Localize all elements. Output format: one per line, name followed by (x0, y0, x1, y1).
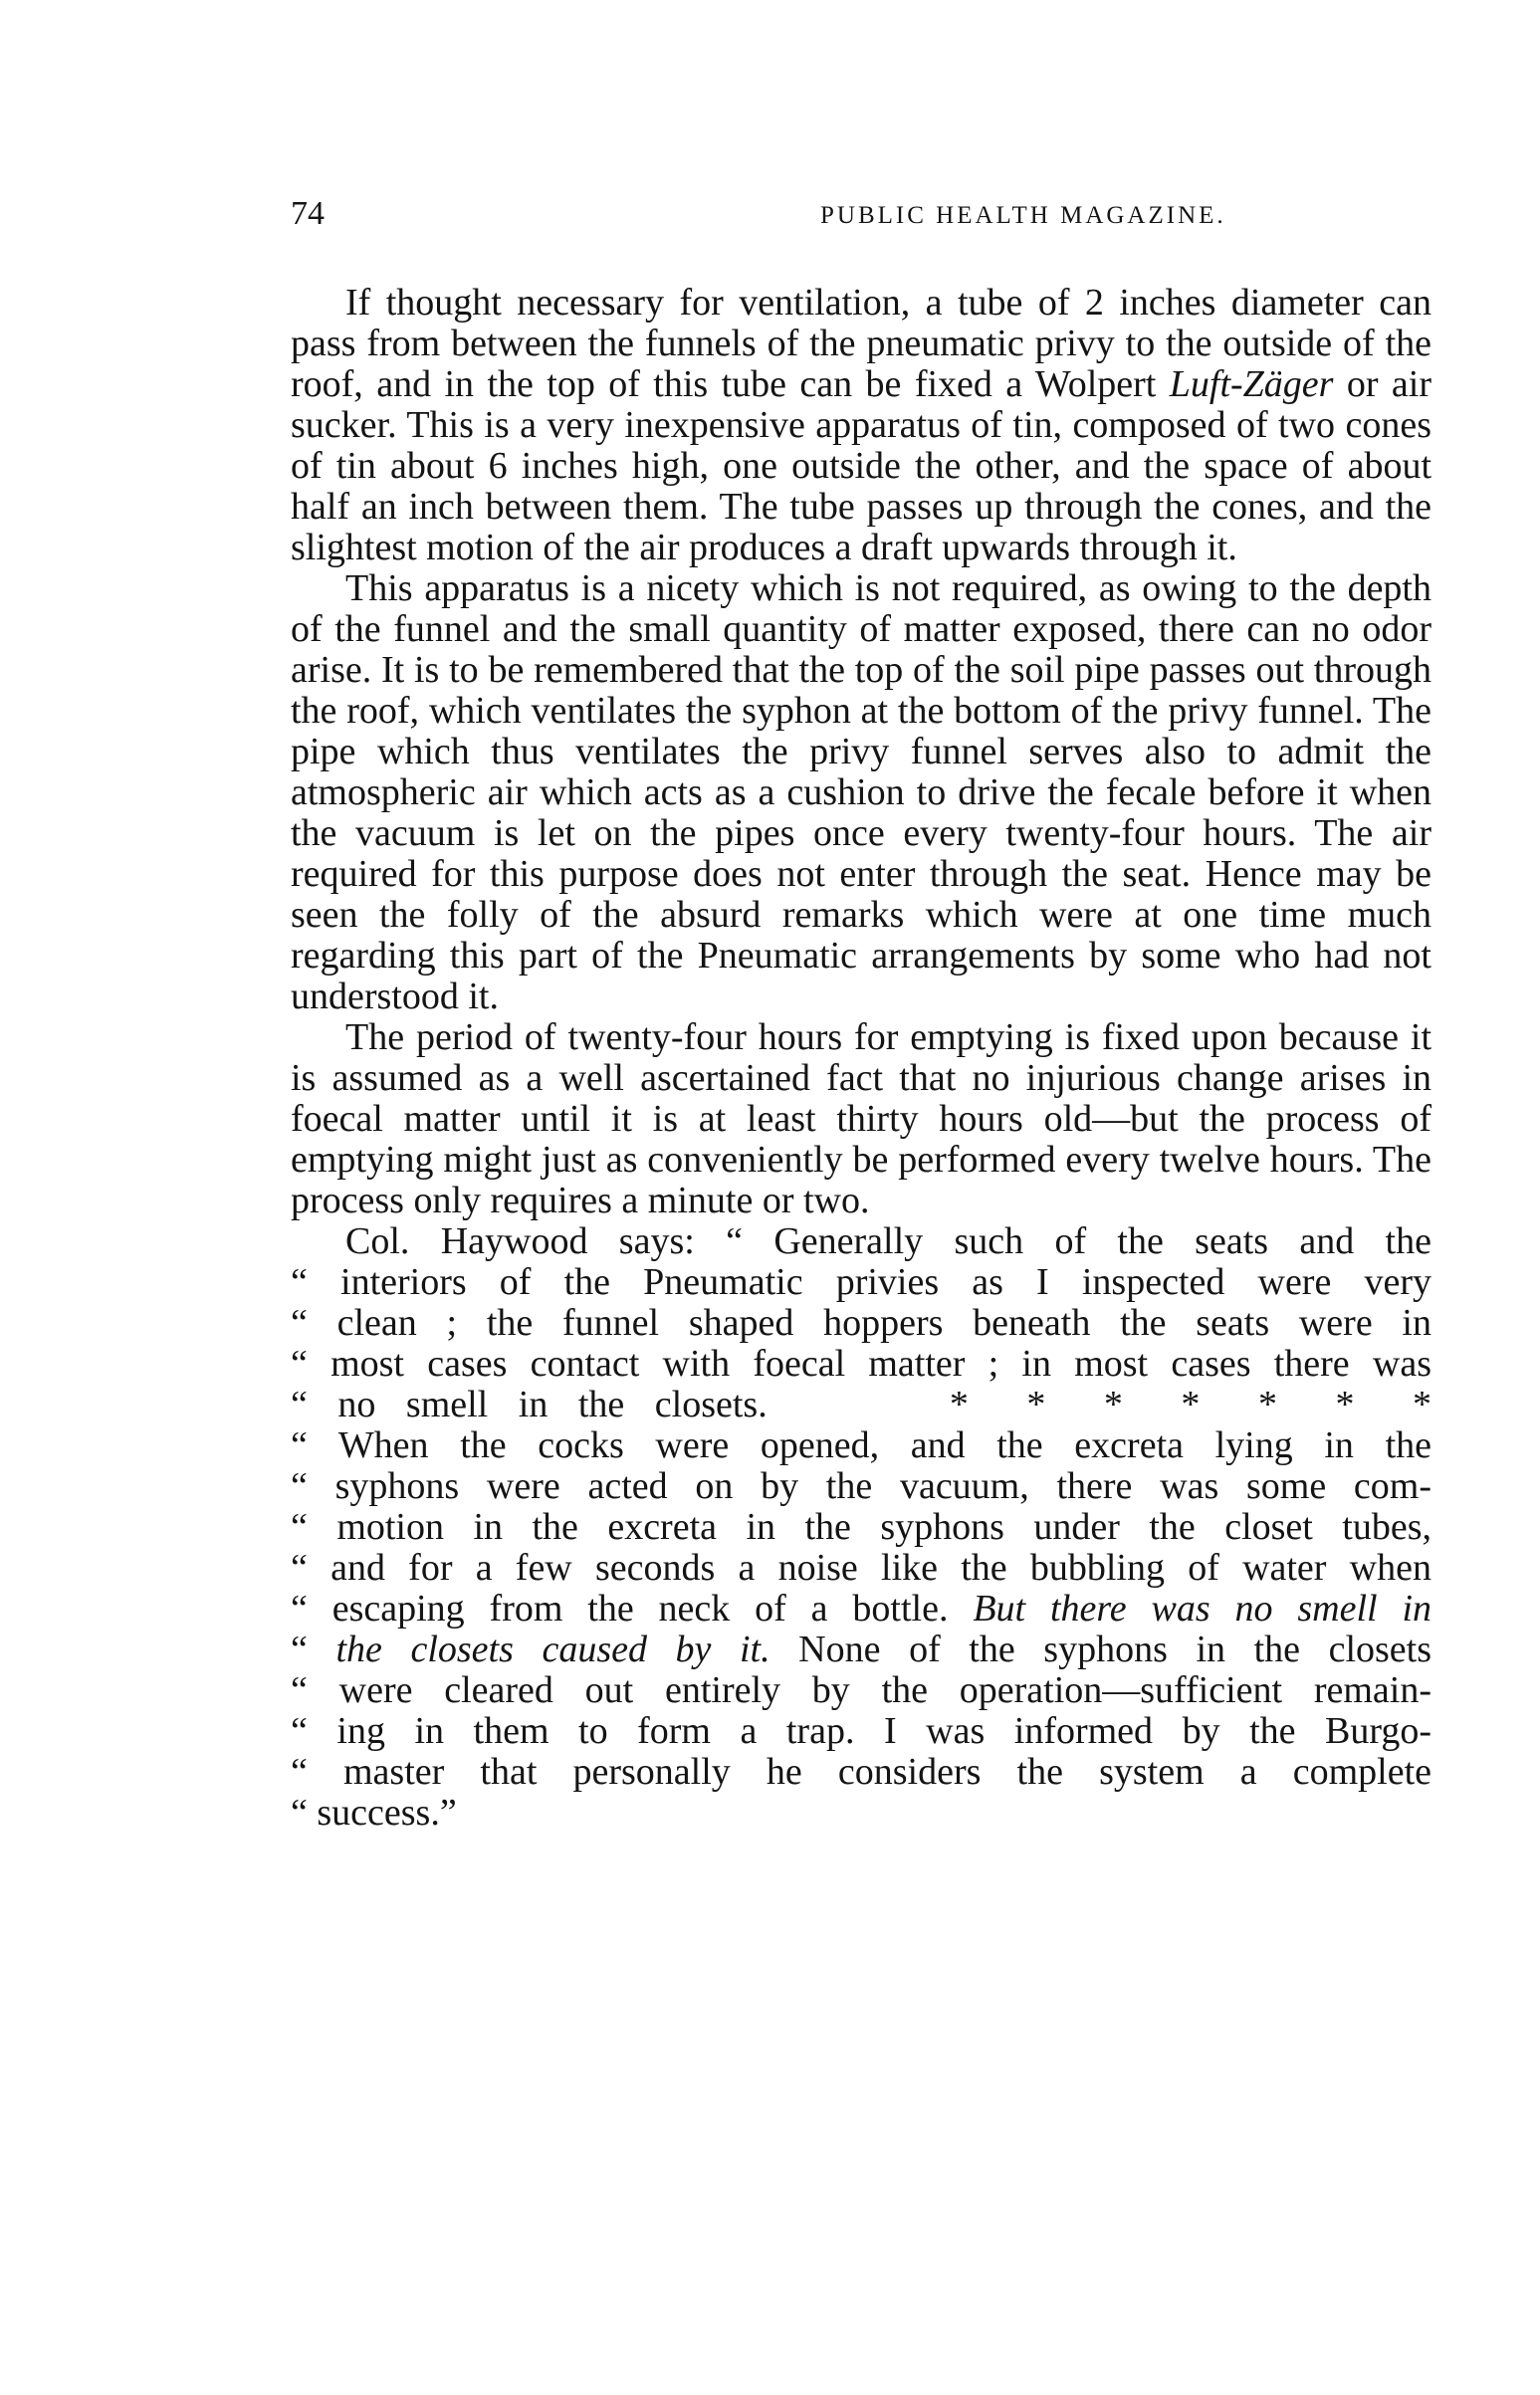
paragraph-ventilation (291, 283, 1431, 568)
quote-line: “ motion in the excreta in the syphons under the closet tubes, (291, 1506, 1431, 1548)
paragraph-nicety: This apparatus is a nicety which is not required, as owing to the depth of the funnel and the small quantity of matter exposed, there can no odor arise. It is to be remembered that the top of the soil pipe passes out through the roof, which ventilates the syphon at the bottom of the privy funnel. The pipe which thus ventilates the privy funnel serves also to admit the atmospheric air which acts as a cushion to drive the fecale before it when the vacuum is let on the pipes once every twenty-four hours. The air required for this purpose does not enter through the seat. Hence may be seen the folly of the absurd remarks which were at one time much regarding this part of the Pneumatic arrangements by some who had not understood it. (291, 567, 1431, 1017)
quote-line: “ were cleared out entirely by the operation—sufficient remain- (291, 1669, 1431, 1711)
quote-text: “ escaping from the neck of a bottle. (291, 1588, 949, 1630)
ellipsis-stars: * * * * * * * (949, 1384, 1431, 1425)
quote-line: “ and for a few seconds a noise like the bubbling of water when (291, 1547, 1431, 1589)
paragraph-text: If thought necessary for ventilation, a tube of 2 inches diameter can pass from between the funnels of the pneumatic privy to the outside of the roof, and in the top of this tube can be fixed a Wolpert (291, 282, 1431, 405)
quote-line: “ clean ; the funnel shaped hoppers beneath the seats were in (291, 1302, 1431, 1344)
quote-mark: “ (291, 1629, 308, 1670)
haywood-quotation (291, 1221, 1431, 1834)
quote-line: “ interiors of the Pneumatic privies as I inspected were very (291, 1261, 1431, 1303)
quote-line: “ most cases contact with foecal matter ; in most cases there was (291, 1343, 1431, 1385)
quote-line: “ master that personally he considers the system a complete (291, 1751, 1431, 1793)
italic-quote-text: But there was no smell in (973, 1588, 1431, 1630)
running-head (291, 194, 1455, 254)
quote-text: “ no smell in the closets. (291, 1384, 768, 1425)
italic-quote-text: the closets caused by it. (335, 1629, 770, 1670)
quote-line: Col. Haywood says: “ Generally such of the seats and the (345, 1220, 1431, 1262)
running-title: PUBLIC HEALTH MAGAZINE. (820, 202, 1226, 229)
quote-text: None of the syphons in the closets (770, 1629, 1431, 1670)
paragraph-emptying-period: The period of twenty-four hours for emptying is fixed upon because it is assumed as a well ascertained fact that no injurious change arises in foecal matter until it is at least thirty hours old—but the process of emptying might just as conveniently be performed every twelve hours. The process only requires a minute or two. (291, 1016, 1431, 1221)
paragraph-text: or air sucker. This is a very inexpensive apparatus of tin, composed of two cones of tin about 6 inches high, one outside the other, and the space of about half an inch between them. The tube passes up through the cones, and the slightest motion of the air produces a draft upwards through it. (291, 363, 1432, 568)
quote-line: “ ing in them to form a trap. I was informed by the Burgo- (291, 1710, 1431, 1752)
quote-line: “ When the cocks were opened, and the excreta lying in the (291, 1424, 1431, 1466)
quote-line-with-italic (291, 1589, 1431, 1630)
quote-line-with-italic (291, 1630, 1431, 1670)
page-number: 74 (291, 195, 325, 232)
article-body (291, 283, 1431, 1834)
quote-line: “ success.” (291, 1792, 457, 1834)
quote-line: “ syphons were acted on by the vacuum, there was some com- (291, 1465, 1431, 1507)
quote-line-with-stars (291, 1385, 1431, 1425)
italic-term: Luft-Zäger (1169, 363, 1334, 405)
